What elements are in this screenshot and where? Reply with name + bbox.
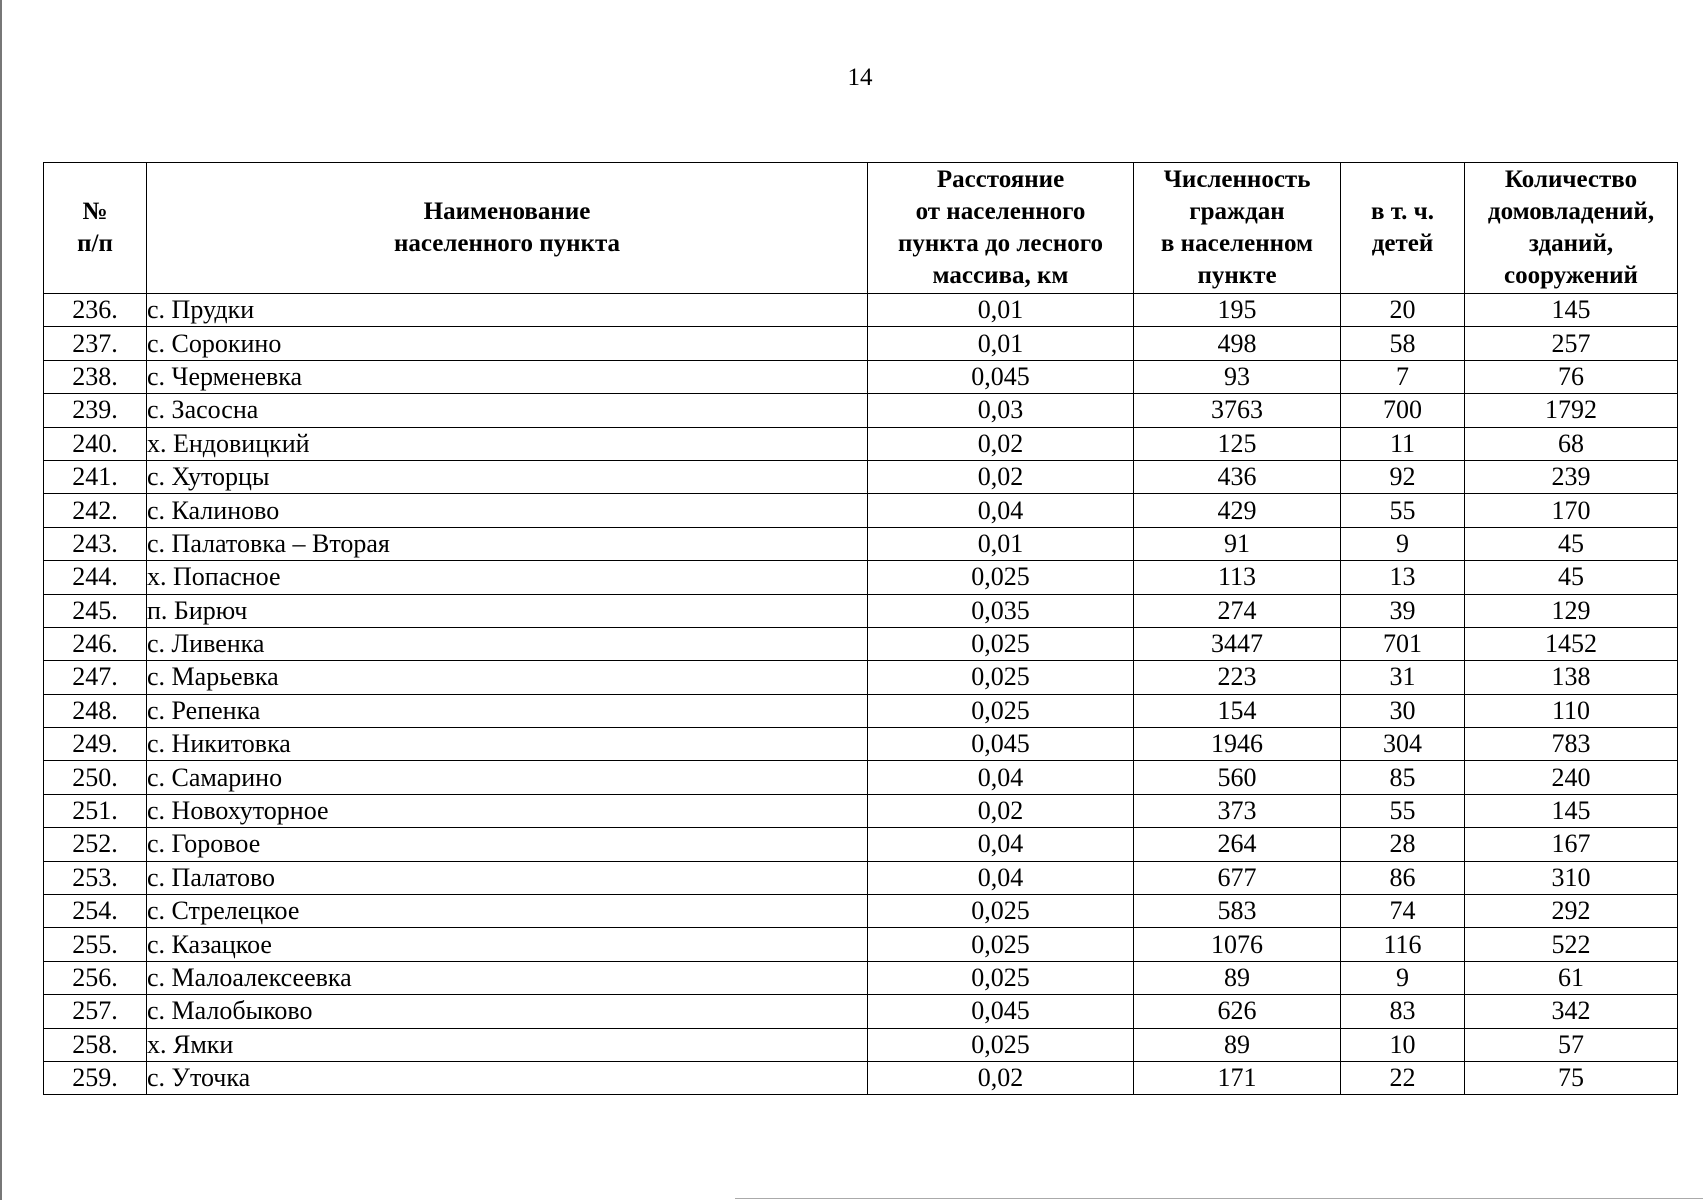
- distance-km-cell: 0,045: [868, 995, 1134, 1028]
- population-cell: 113: [1134, 561, 1341, 594]
- buildings-count-cell: 45: [1465, 561, 1678, 594]
- row-number-cell: 257.: [44, 995, 147, 1028]
- population-cell: 154: [1134, 694, 1341, 727]
- table-row: [44, 761, 1678, 794]
- population-cell: 125: [1134, 427, 1341, 460]
- buildings-count-cell: 76: [1465, 360, 1678, 393]
- children-count-cell: 74: [1341, 895, 1465, 928]
- population-cell: 89: [1134, 961, 1341, 994]
- header-population: Численность граждан в населенном пункте: [1134, 163, 1341, 294]
- population-cell: 93: [1134, 360, 1341, 393]
- settlement-name-cell: с. Черменевка: [147, 360, 868, 393]
- children-count-cell: 30: [1341, 694, 1465, 727]
- table-row: [44, 494, 1678, 527]
- buildings-count-cell: 129: [1465, 594, 1678, 627]
- population-cell: 1946: [1134, 728, 1341, 761]
- distance-km-cell: 0,025: [868, 627, 1134, 660]
- children-count-cell: 31: [1341, 661, 1465, 694]
- settlement-name-cell: с. Уточка: [147, 1061, 868, 1094]
- settlement-name-cell: х. Ямки: [147, 1028, 868, 1061]
- population-cell: 274: [1134, 594, 1341, 627]
- settlement-name-cell: с. Никитовка: [147, 728, 868, 761]
- row-number-cell: 258.: [44, 1028, 147, 1061]
- header-distance: Расстояние от населенного пункта до лесного массива, км: [868, 163, 1134, 294]
- settlement-name-cell: с. Палатово: [147, 861, 868, 894]
- buildings-count-cell: 522: [1465, 928, 1678, 961]
- settlement-name-cell: с. Ливенка: [147, 627, 868, 660]
- buildings-count-cell: 239: [1465, 460, 1678, 493]
- buildings-count-cell: 342: [1465, 995, 1678, 1028]
- distance-km-cell: 0,02: [868, 427, 1134, 460]
- table-row: [44, 828, 1678, 861]
- row-number-cell: 241.: [44, 460, 147, 493]
- children-count-cell: 116: [1341, 928, 1465, 961]
- row-number-cell: 240.: [44, 427, 147, 460]
- distance-km-cell: 0,01: [868, 327, 1134, 360]
- buildings-count-cell: 57: [1465, 1028, 1678, 1061]
- row-number-cell: 244.: [44, 561, 147, 594]
- population-cell: 498: [1134, 327, 1341, 360]
- table-row: [44, 527, 1678, 560]
- distance-km-cell: 0,04: [868, 828, 1134, 861]
- header-children: в т. ч. детей: [1341, 163, 1465, 294]
- table-row: [44, 861, 1678, 894]
- settlement-name-cell: х. Попасное: [147, 561, 868, 594]
- row-number-cell: 243.: [44, 527, 147, 560]
- settlement-name-cell: с. Стрелецкое: [147, 895, 868, 928]
- children-count-cell: 11: [1341, 427, 1465, 460]
- table-row: [44, 360, 1678, 393]
- table-row: [44, 561, 1678, 594]
- buildings-count-cell: 61: [1465, 961, 1678, 994]
- row-number-cell: 259.: [44, 1061, 147, 1094]
- children-count-cell: 92: [1341, 460, 1465, 493]
- settlement-name-cell: с. Горовое: [147, 828, 868, 861]
- buildings-count-cell: 138: [1465, 661, 1678, 694]
- row-number-cell: 256.: [44, 961, 147, 994]
- buildings-count-cell: 310: [1465, 861, 1678, 894]
- buildings-count-cell: 783: [1465, 728, 1678, 761]
- distance-km-cell: 0,025: [868, 928, 1134, 961]
- settlement-name-cell: с. Засосна: [147, 394, 868, 427]
- distance-km-cell: 0,035: [868, 594, 1134, 627]
- settlement-name-cell: с. Самарино: [147, 761, 868, 794]
- distance-km-cell: 0,025: [868, 561, 1134, 594]
- distance-km-cell: 0,04: [868, 494, 1134, 527]
- children-count-cell: 700: [1341, 394, 1465, 427]
- children-count-cell: 304: [1341, 728, 1465, 761]
- settlement-name-cell: с. Калиново: [147, 494, 868, 527]
- row-number-cell: 252.: [44, 828, 147, 861]
- row-number-cell: 249.: [44, 728, 147, 761]
- population-cell: 436: [1134, 460, 1341, 493]
- buildings-count-cell: 167: [1465, 828, 1678, 861]
- row-number-cell: 237.: [44, 327, 147, 360]
- page-number: 14: [847, 64, 873, 91]
- children-count-cell: 28: [1341, 828, 1465, 861]
- distance-km-cell: 0,02: [868, 1061, 1134, 1094]
- population-cell: 3447: [1134, 627, 1341, 660]
- population-cell: 89: [1134, 1028, 1341, 1061]
- table-row: [44, 661, 1678, 694]
- buildings-count-cell: 257: [1465, 327, 1678, 360]
- buildings-count-cell: 1452: [1465, 627, 1678, 660]
- distance-km-cell: 0,025: [868, 895, 1134, 928]
- children-count-cell: 85: [1341, 761, 1465, 794]
- distance-km-cell: 0,025: [868, 694, 1134, 727]
- children-count-cell: 10: [1341, 1028, 1465, 1061]
- population-cell: 1076: [1134, 928, 1341, 961]
- settlement-name-cell: х. Ендовицкий: [147, 427, 868, 460]
- children-count-cell: 7: [1341, 360, 1465, 393]
- population-cell: 626: [1134, 995, 1341, 1028]
- row-number-cell: 236.: [44, 294, 147, 327]
- table-row: [44, 995, 1678, 1028]
- header-row: [44, 163, 1678, 294]
- row-number-cell: 250.: [44, 761, 147, 794]
- buildings-count-cell: 1792: [1465, 394, 1678, 427]
- row-number-cell: 238.: [44, 360, 147, 393]
- buildings-count-cell: 292: [1465, 895, 1678, 928]
- row-number-cell: 255.: [44, 928, 147, 961]
- table-row: [44, 794, 1678, 827]
- children-count-cell: 55: [1341, 794, 1465, 827]
- distance-km-cell: 0,025: [868, 1028, 1134, 1061]
- settlement-name-cell: с. Прудки: [147, 294, 868, 327]
- row-number-cell: 248.: [44, 694, 147, 727]
- row-number-cell: 254.: [44, 895, 147, 928]
- row-number-cell: 253.: [44, 861, 147, 894]
- distance-km-cell: 0,03: [868, 394, 1134, 427]
- distance-km-cell: 0,045: [868, 728, 1134, 761]
- table-row: [44, 728, 1678, 761]
- settlement-name-cell: п. Бирюч: [147, 594, 868, 627]
- children-count-cell: 83: [1341, 995, 1465, 1028]
- buildings-count-cell: 68: [1465, 427, 1678, 460]
- header-name: Наименование населенного пункта: [147, 163, 868, 294]
- population-cell: 264: [1134, 828, 1341, 861]
- settlements-table: [43, 162, 1678, 1095]
- scan-edge-bottom: [735, 1198, 1703, 1199]
- scan-edge-left: [0, 0, 2, 1200]
- population-cell: 560: [1134, 761, 1341, 794]
- settlement-name-cell: с. Малоалексеевка: [147, 961, 868, 994]
- children-count-cell: 9: [1341, 527, 1465, 560]
- distance-km-cell: 0,02: [868, 460, 1134, 493]
- buildings-count-cell: 145: [1465, 294, 1678, 327]
- table-row: [44, 1028, 1678, 1061]
- row-number-cell: 247.: [44, 661, 147, 694]
- table-row: [44, 294, 1678, 327]
- children-count-cell: 55: [1341, 494, 1465, 527]
- population-cell: 171: [1134, 1061, 1341, 1094]
- settlement-name-cell: с. Палатовка – Вторая: [147, 527, 868, 560]
- distance-km-cell: 0,045: [868, 360, 1134, 393]
- children-count-cell: 58: [1341, 327, 1465, 360]
- settlement-name-cell: с. Репенка: [147, 694, 868, 727]
- table-row: [44, 961, 1678, 994]
- row-number-cell: 251.: [44, 794, 147, 827]
- table-row: [44, 460, 1678, 493]
- distance-km-cell: 0,01: [868, 527, 1134, 560]
- table-row: [44, 895, 1678, 928]
- table-row: [44, 327, 1678, 360]
- table-row: [44, 427, 1678, 460]
- buildings-count-cell: 170: [1465, 494, 1678, 527]
- row-number-cell: 245.: [44, 594, 147, 627]
- table-row: [44, 394, 1678, 427]
- population-cell: 677: [1134, 861, 1341, 894]
- settlement-name-cell: с. Хуторцы: [147, 460, 868, 493]
- distance-km-cell: 0,04: [868, 761, 1134, 794]
- population-cell: 223: [1134, 661, 1341, 694]
- children-count-cell: 9: [1341, 961, 1465, 994]
- settlement-name-cell: с. Марьевка: [147, 661, 868, 694]
- buildings-count-cell: 45: [1465, 527, 1678, 560]
- row-number-cell: 239.: [44, 394, 147, 427]
- row-number-cell: 242.: [44, 494, 147, 527]
- header-buildings: Количество домовладений, зданий, сооружений: [1465, 163, 1678, 294]
- distance-km-cell: 0,04: [868, 861, 1134, 894]
- buildings-count-cell: 75: [1465, 1061, 1678, 1094]
- population-cell: 583: [1134, 895, 1341, 928]
- distance-km-cell: 0,025: [868, 661, 1134, 694]
- buildings-count-cell: 240: [1465, 761, 1678, 794]
- table-row: [44, 627, 1678, 660]
- children-count-cell: 701: [1341, 627, 1465, 660]
- distance-km-cell: 0,025: [868, 961, 1134, 994]
- children-count-cell: 86: [1341, 861, 1465, 894]
- buildings-count-cell: 145: [1465, 794, 1678, 827]
- settlement-name-cell: с. Казацкое: [147, 928, 868, 961]
- distance-km-cell: 0,01: [868, 294, 1134, 327]
- table-row: [44, 928, 1678, 961]
- header-num: № п/п: [44, 163, 147, 294]
- children-count-cell: 13: [1341, 561, 1465, 594]
- buildings-count-cell: 110: [1465, 694, 1678, 727]
- row-number-cell: 246.: [44, 627, 147, 660]
- table-row: [44, 594, 1678, 627]
- distance-km-cell: 0,02: [868, 794, 1134, 827]
- table-row: [44, 694, 1678, 727]
- settlement-name-cell: с. Новохуторное: [147, 794, 868, 827]
- children-count-cell: 22: [1341, 1061, 1465, 1094]
- children-count-cell: 20: [1341, 294, 1465, 327]
- population-cell: 429: [1134, 494, 1341, 527]
- table-row: [44, 1061, 1678, 1094]
- population-cell: 373: [1134, 794, 1341, 827]
- population-cell: 195: [1134, 294, 1341, 327]
- table-body: [44, 294, 1678, 1095]
- population-cell: 3763: [1134, 394, 1341, 427]
- settlement-name-cell: с. Малобыково: [147, 995, 868, 1028]
- table-header: [44, 163, 1678, 294]
- settlement-name-cell: с. Сорокино: [147, 327, 868, 360]
- population-cell: 91: [1134, 527, 1341, 560]
- children-count-cell: 39: [1341, 594, 1465, 627]
